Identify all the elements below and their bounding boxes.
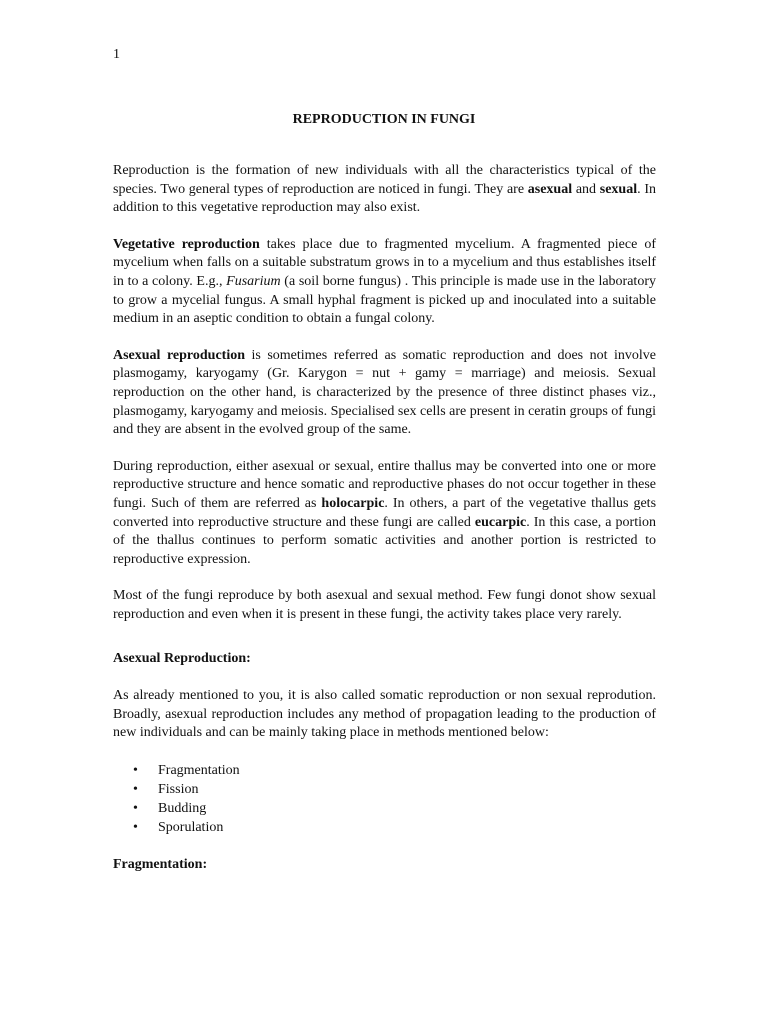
fusarium-term: Fusarium [226,273,281,289]
vegetative-paragraph [113,236,656,329]
fragmentation-heading-text: Fragmentation [113,856,203,872]
document-title: REPRODUCTION IN FUNGI [292,112,476,127]
fragmentation-colon: : [202,856,208,872]
method-label: Fragmentation [158,762,240,778]
bullet-icon: • [133,782,138,798]
intro-text-1: Reproduction is the formation of new individuals with all the characteristics typical of the species. Two general types of reproduction are noticed in fungi. They are [113,163,656,197]
fragmentation-heading [113,856,656,875]
asexual-reproduction-heading: Asexual Reproduction: [113,651,251,667]
during-text-2: . In others, a part of the vegetative thallus gets converted into reproductive structure and these fungi are called [113,495,657,530]
asexual-text-1: is sometimes referred as somatic reproduction and does not involve plasmogamy, karyogamy (Gr. Karygon = nut + gamy = marriage) and meiosis. Sexual reproduction on the other hand, is characterized by the presence of three distinct phases viz., plasmogamy, karyogamy and meiosis. Specialised sex cells are present in ceratin groups of fungi and they are absent in the evolved group of the same. [113,347,656,438]
during-text-3: . In this case, a portion of the thallus continues to perform somatic activities and another portion is restricted to reproductive expression. [113,514,656,567]
asexual-paragraph [113,347,656,440]
vegetative-term: Vegetative reproduction [113,236,260,252]
list-item [113,799,656,818]
intro-paragraph [113,162,656,218]
intro-text-3: . In addition to this vegetative reproduction may also exist. [113,181,656,216]
intro-text-2: and [572,181,600,197]
asexual-term: Asexual reproduction [113,347,245,363]
eucarpic-term: eucarpic [474,514,527,530]
vegetative-text-1: takes place due to fragmented mycelium. A fragmented piece of mycelium when falls on a suitable substratum grows in to a mycelium and thus establishes itself in to a colony. E.g., [113,236,656,289]
document-body [113,162,656,874]
method-label: Budding [158,801,207,817]
method-label: Fission [158,782,199,798]
bullet-icon: • [133,762,138,778]
list-item [113,818,656,837]
vegetative-text-2: (a soil borne fungus) . This principle is made use in the laboratory to grow a mycelial fungus. A small hyphal fragment is picked up and inoculated into a suitable medium in an aseptic condition to obtain a fungal colony. [113,273,656,327]
list-item [113,780,656,799]
holocarpic-term: holocarpic [321,495,385,511]
during-text-1: During reproduction, either asexual or sexual, entire thallus may be converted into one or more reproductive structure and hence somatic and reproductive phases do not occur together in these fungi. Such of them are referred as [113,458,656,511]
method-label: Sporulation [158,820,224,836]
during-paragraph [113,458,656,570]
bullet-icon: • [133,820,138,836]
bullet-icon: • [133,801,138,817]
asexual-intro-paragraph: As already mentioned to you, it is also called somatic reproduction or non sexual reprodution. Broadly, asexual reproduction includes any method of propagation leading to the production of new individuals and can be mainly taking place in methods mentioned below: [113,688,656,741]
list-item [113,761,656,780]
page-number: 1 [113,47,120,62]
methods-list [113,761,656,838]
most-fungi-paragraph: Most of the fungi reproduce by both asexual and sexual method. Few fungi donot show sexual reproduction and even when it is present in these fungi, the activity takes place very rarely. [113,588,656,622]
intro-term-asexual: asexual [527,181,573,197]
intro-term-sexual: sexual [599,181,638,197]
